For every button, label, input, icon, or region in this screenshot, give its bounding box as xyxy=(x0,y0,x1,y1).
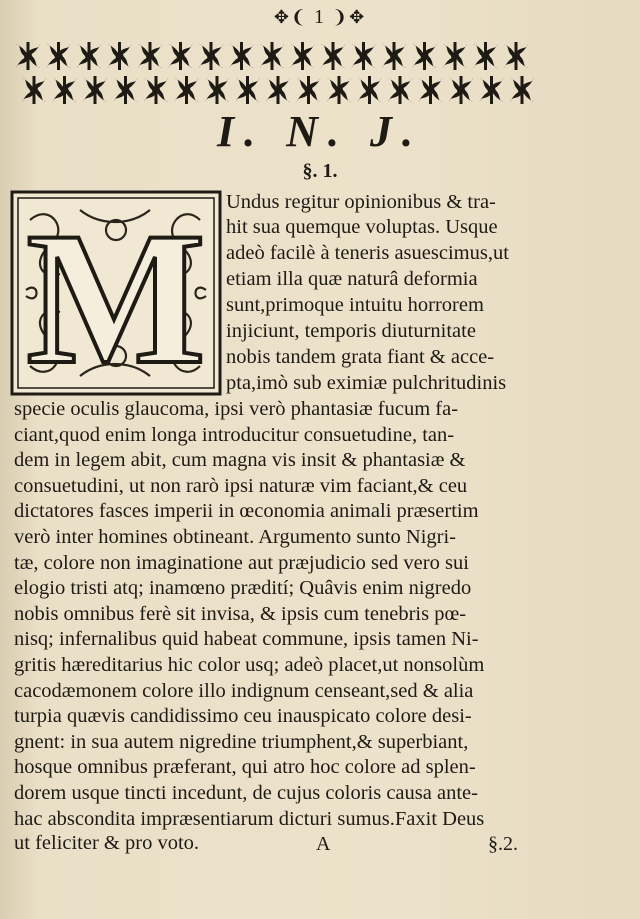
page-title: I. N. J. xyxy=(217,107,423,156)
page-header xyxy=(0,6,640,29)
text-line: pta,imò sub eximiæ pulchritudinis xyxy=(226,372,507,394)
text-line: nobis omnibus ferè sit invisa, & ipsis cum tenebris pœ- xyxy=(14,603,467,625)
catchword: §.2. xyxy=(488,833,518,855)
text-line: cacodæmonem colore illo indignum censeant,sed & alia xyxy=(14,680,474,702)
decorative-border-icon xyxy=(14,38,534,110)
text-line: nisq; infernalibus quid habeat commune, ipsis tamen Ni- xyxy=(14,628,479,650)
text-line: injiciunt, temporis diuturnitate xyxy=(226,320,476,342)
decorated-initial-icon xyxy=(10,190,222,396)
text-line: hosque omnibus præferant, qui atro hoc colore ad splen- xyxy=(14,756,476,778)
text-line: nobis tandem grata fiant & acce- xyxy=(226,346,495,368)
initial-letter: M xyxy=(26,194,206,396)
text-line: adeò facilè à teneris asuescimus,ut xyxy=(226,242,509,264)
text-line: specie oculis glaucoma, ipsi verò phantasiæ fucum fa- xyxy=(14,398,459,420)
text-line: Undus regitur opinionibus & tra- xyxy=(226,191,496,213)
text-line: etiam illa quæ naturâ deformia xyxy=(226,268,478,290)
page-number: 1 xyxy=(314,6,326,28)
text-line: dictatores fasces imperii in œconomia animali præsertim xyxy=(14,500,479,522)
text-line: verò inter homines obtineant. Argumento sunto Nigri- xyxy=(14,526,457,548)
text-line: tæ, colore non imaginatione aut præjudicio sed vero sui xyxy=(14,552,469,574)
text-line: sunt,primoque intuitu horrorem xyxy=(226,294,484,316)
text-line: ciant,quod enim longa introducitur consuetudine, tan- xyxy=(14,424,455,446)
text-line: consuetudini, ut non rarò ipsi naturæ vim faciant,& ceu xyxy=(14,475,468,497)
final-line: ut feliciter & pro voto. xyxy=(14,832,200,854)
text-line: dem in legem abit, cum magna vis insit & phantasiæ & xyxy=(14,449,466,471)
text-line: hac abscondita impræsentiarum dicturi sumus.Faxit Deus xyxy=(14,808,485,830)
text-line: turpia quævis candidissimo ceu inauspicato colore desi- xyxy=(14,705,472,727)
section-number: §. 1. xyxy=(302,160,338,182)
right-flourish-icon: ❩✥ xyxy=(332,7,367,27)
text-line: gnent: in sua autem nigredine triumphent,& superbiant, xyxy=(14,731,469,753)
text-line: elogio tristi atq; inamœno prædití; Quâvis enim nigredo xyxy=(14,577,472,599)
text-line: hit sua quemque voluptas. Usque xyxy=(226,216,498,238)
text-line: gritis hæreditarius hic color usq; adeò placet,ut nonsolùm xyxy=(14,654,485,676)
left-flourish-icon: ✥❨ xyxy=(273,7,308,27)
text-line: dorem usque tincti incedunt, de cujus coloris causa ante- xyxy=(14,782,478,804)
signature-mark: A xyxy=(316,833,331,855)
